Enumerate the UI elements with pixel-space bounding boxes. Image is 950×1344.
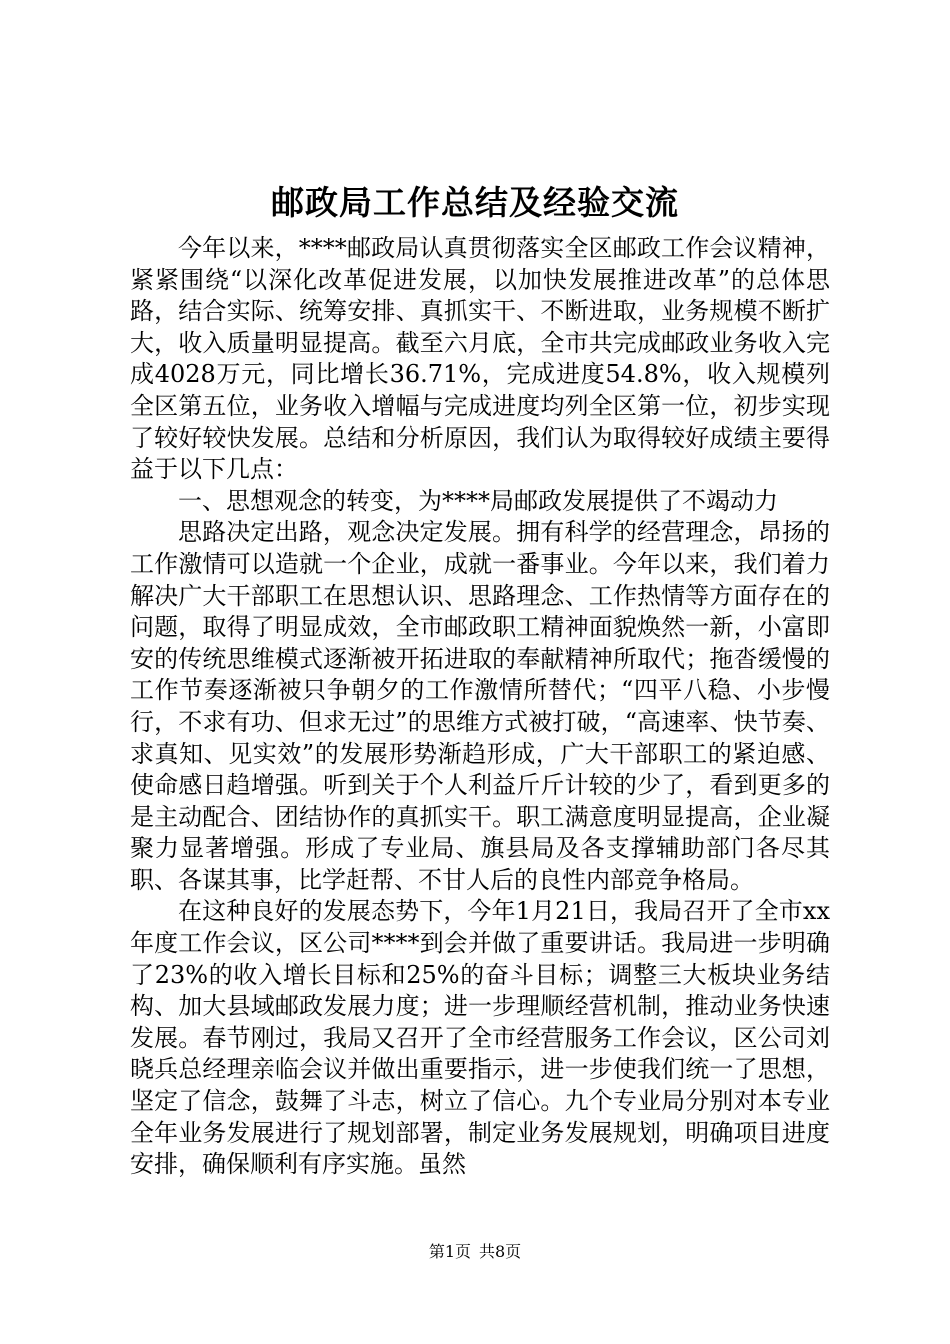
- paragraph-thinking: 思路决定出路，观念决定发展。拥有科学的经营理念，昂扬的工作激情可以造就一个企业，成就一番事业。今年以来，我们着力解决广大干部职工在思想认识、思路理念、工作热情等方面存在的问题，取得了明显成效，全市邮政职工精神面貌焕然一新，小富即安的传统思维模式逐渐被开拓进取的奉献精神所取代；拖沓缓慢的工作节奏逐渐被只争朝夕的工作激情所替代；“四平八稳、小步慢行，不求有功、但求无过”的思维方式被打破，“高速率、快节奏、求真知、见实效”的发展形势渐趋形成，广大干部职工的紧迫感、使命感日趋增强。听到关于个人利益斤斤计较的少了，看到更多的是主动配合、团结协作的真抓实干。职工满意度明显提高，企业凝聚力显著增强。形成了专业局、旗县局及各支撑辅助部门各尽其职、各谋其事，比学赶帮、不甘人后的良性内部竞争格局。: [130, 518, 830, 894]
- page-footer: [0, 1241, 950, 1263]
- document-body: [130, 233, 830, 1181]
- paragraph-intro: 今年以来，****邮政局认真贯彻落实全区邮政工作会议精神，紧紧围绕“以深化改革促进发展，以加快发展推进改革”的总体思路，结合实际、统筹安排、真抓实干、不断进取，业务规模不断扩大，收入质量明显提高。截至六月底，全市共完成邮政业务收入完成4028万元，同比增长36.71%，完成进度54.8%，收入规模列全区第五位，业务收入增幅与完成进度均列全区第一位，初步实现了较好较快发展。总结和分析原因，我们认为取得较好成绩主要得益于以下几点：: [130, 234, 830, 484]
- paragraph-meeting: 在这种良好的发展态势下，今年1月21日，我局召开了全市xx年度工作会议，区公司****到会并做了重要讲话。我局进一步明确了23%的收入增长目标和25%的奋斗目标；调整三大板块业务结构、加大县域邮政发展力度；进一步理顺经营机制，推动业务快速发展。春节刚过，我局又召开了全市经营服务工作会议，区公司刘晓兵总经理亲临会议并做出重要指示，进一步使我们统一了思想，坚定了信念，鼓舞了斗志，树立了信心。九个专业局分别对本专业全年业务发展进行了规划部署，制定业务发展规划，明确项目进度安排，确保顺利有序实施。虽然: [130, 897, 830, 1179]
- page-number-current: 第1页: [428, 1242, 471, 1261]
- document-title: 邮政局工作总结及经验交流: [271, 183, 679, 222]
- section-heading-1: 一、思想观念的转变，为****局邮政发展提供了不竭动力: [178, 486, 778, 515]
- page-number-total: 共8页: [479, 1242, 522, 1261]
